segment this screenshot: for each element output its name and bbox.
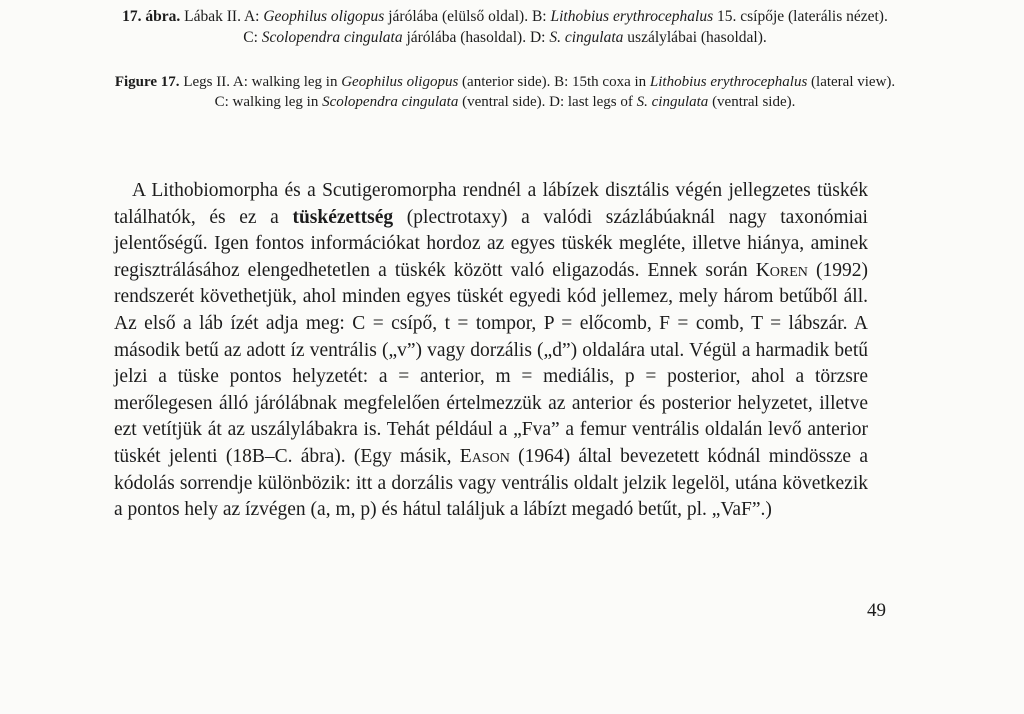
body-paragraph-block: [114, 178, 868, 524]
caption-hu-text-3: 15. csípője (laterális nézet). C:: [243, 8, 888, 46]
caption-hu-taxon-1: Geophilus oligopus: [263, 8, 385, 25]
body-text-1: A Lithobiomorpha és a Scutigeromorpha rendnél a lábízek disztális végén jellegzetes tüskék találhatók, és ez a: [114, 180, 868, 228]
page-number: 49: [867, 600, 886, 621]
figure-caption-english: [113, 72, 897, 112]
caption-hu-text-4: járólába (hasoldal). D:: [402, 29, 550, 46]
figure-caption-hungarian: [113, 6, 897, 48]
figure-label-en: Figure 17.: [114, 74, 180, 90]
caption-hu-text-1: Lábak II. A:: [180, 8, 264, 25]
caption-en-taxon-1: Geophilus oligopus: [341, 74, 459, 90]
caption-en-text-4: (ventral side). D: last legs of: [458, 94, 637, 110]
body-paragraph: [114, 178, 868, 524]
author-koren: Koren: [755, 259, 808, 281]
caption-en-text-2: (anterior side). B: 15th coxa in: [458, 74, 650, 90]
caption-en-taxon-4: S. cingulata: [636, 94, 709, 110]
caption-hu-text-2: járólába (elülső oldal). B:: [384, 8, 551, 25]
body-text-2: (plectrotaxy) a valódi százlábúaknál nagy taxonómiai jelentőségű. Igen fontos információkat hordoz az egyes tüskék megléte, illetve hiánya, aminek regisztrálásához elengedhetetlen a tüskék között való eligazodás. Ennek során: [114, 206, 868, 281]
author-eason: Eason: [459, 445, 510, 467]
caption-en-text-5: (ventral side).: [708, 94, 796, 110]
caption-hu-taxon-2: Lithobius erythrocephalus: [550, 8, 714, 25]
caption-en-taxon-2: Lithobius erythrocephalus: [649, 74, 808, 90]
caption-en-text-1: Legs II. A: walking leg in: [179, 74, 342, 90]
caption-hu-text-5: uszálylábai (hasoldal).: [623, 29, 767, 46]
body-text-3: (1992) rendszerét követhetjük, ahol minden egyes tüskét egyedi kód jellemez, mely három betűből áll. Az első a láb ízét adja meg: C = csípő, t = tompor, P = előcomb, F = comb, T = lábszár. A második betű az adott íz ventrális („v”) vagy dorzális („d”) oldalára utal. Végül a harmadik betű jelzi a tüske pontos helyzetét: a = anterior, m = mediális, p = posterior, ahol a törzsre merőlegesen álló járólábnak megfelelően értelmezzük az anterior és posterior helyzetet, illetve ezt vetítjük át az uszálylábakra is. Tehát például a „Fva” a femur ventrális oldalán levő anterior tüskét jelenti (18B–C. ábra). (Egy másik,: [114, 259, 868, 467]
term-plectrotaxy: tüskézettség: [292, 206, 394, 228]
caption-en-taxon-3: Scolopendra cingulata: [322, 94, 459, 110]
caption-hu-taxon-3: Scolopendra cingulata: [261, 29, 403, 46]
caption-en-text-3: (lateral view). C: walking leg in: [214, 74, 896, 110]
caption-hu-taxon-4: S. cingulata: [549, 29, 624, 46]
body-text-4: (1964) által bevezetett kódnál mindössze a kódolás sorrendje különbözik: itt a dorzális vagy ventrális oldalt jelzik legelöl, utána következik a pontos hely az ízvégen (a, m, p) és hátul találjuk a lábízt megadó betűt, pl. „VaF”.): [114, 445, 868, 521]
figure-label-hu: 17. ábra.: [122, 8, 181, 25]
